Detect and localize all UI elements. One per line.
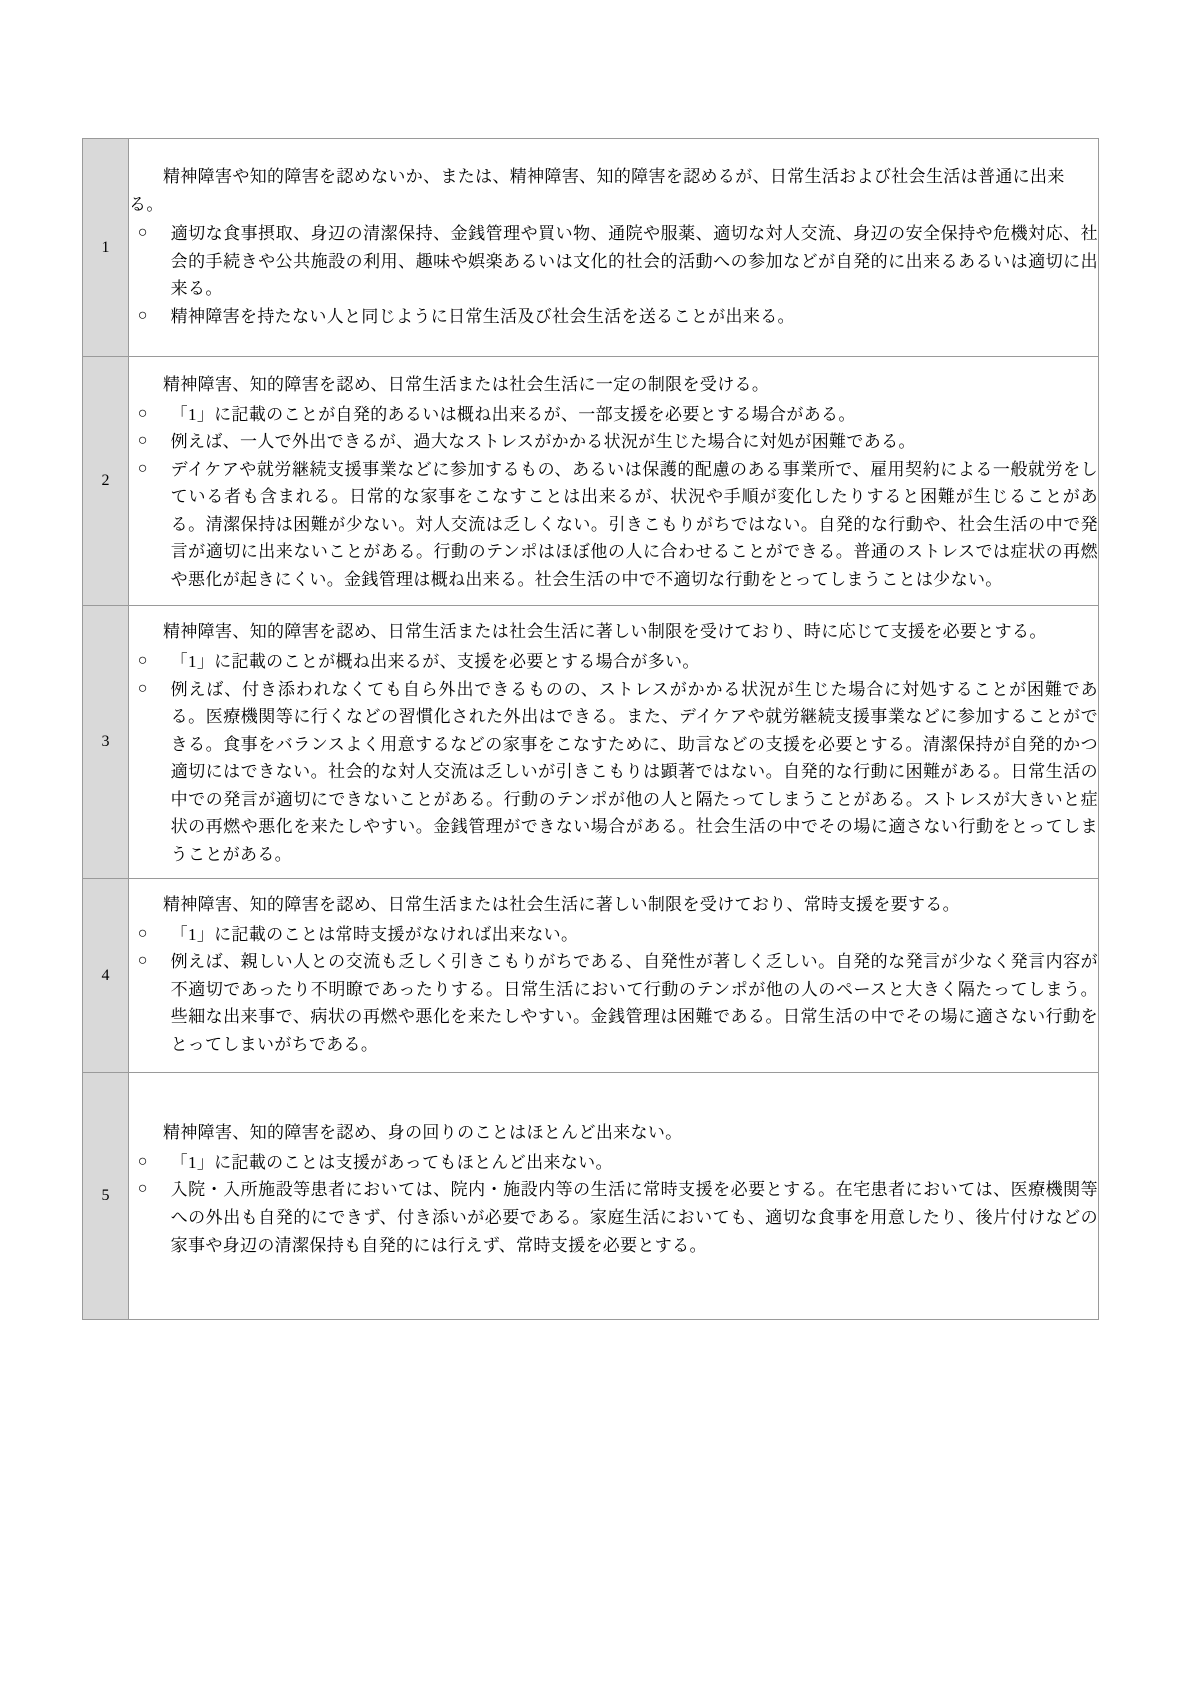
level-cell: 2: [83, 357, 129, 606]
list-item-text: デイケアや就労継続支援事業などに参加するもの、あるいは保護的配慮のある事業所で、雇用契約による一般就労をしている者も含まれる。日常的な家事をこなすことは出来るが、状況や手順が変化したりすると困難が生じることがある。清潔保持は困難が少ない。対人交流は乏しくない。引きこもりがちではない。自発的な行動や、社会生活の中で発言が適切に出来ないことがある。行動のテンポはほぼ他の人に合わせることができる。普通のストレスでは症状の再燃や悪化が起きにくい。金銭管理は概ね出来る。社会生活の中で不適切な行動をとってしまうことは少ない。: [170, 459, 1098, 589]
list-item: [129, 921, 1098, 949]
circle-bullet-icon: ○: [137, 679, 148, 697]
table-row: [83, 606, 1099, 879]
circle-bullet-icon: ○: [137, 651, 148, 669]
list-item-text: 例えば、付き添われなくても自ら外出できるものの、ストレスがかかる状況が生じた場合に対処することが困難である。医療機関等に行くなどの習慣化された外出はできる。また、デイケアや就労継続支援事業などに参加することができる。食事をバランスよく用意するなどの家事をこなすために、助言などの支援を必要とする。清潔保持が自発的かつ適切にはできない。社会的な対人交流は乏しいが引きこもりは顕著ではない。自発的な行動に困難がある。日常生活の中での発言が適切にできないことがある。行動のテンポが他の人と隔たってしまうことがある。ストレスが大きいと症状の再燃や悪化を来たしやすい。金銭管理ができない場合がある。社会生活の中でその場に適さない行動をとってしまうことがある。: [170, 679, 1098, 864]
criteria-lead-text: 精神障害、知的障害を認め、身の回りのことはほとんど出来ない。: [163, 1123, 683, 1143]
table-body: [83, 139, 1099, 1320]
criteria-lead-text: 精神障害、知的障害を認め、日常生活または社会生活に著しい制限を受けており、時に応じて支援を必要とする。: [163, 622, 1047, 642]
list-item: [129, 676, 1098, 869]
list-item: [129, 1176, 1098, 1259]
table-row: [83, 139, 1099, 357]
circle-bullet-icon: ○: [137, 306, 148, 324]
list-item: [129, 948, 1098, 1058]
circle-bullet-icon: ○: [137, 432, 148, 450]
level-cell: 3: [83, 606, 129, 879]
list-item: [129, 303, 1098, 331]
circle-bullet-icon: ○: [137, 459, 148, 477]
criteria-cell: [129, 879, 1099, 1073]
criteria-bullet-list: [129, 220, 1098, 330]
list-item: [129, 428, 1098, 456]
list-item: [129, 220, 1098, 303]
criteria-lead-text: 精神障害や知的障害を認めないか、または、精神障害、知的障害を認めるが、日常生活および社会生活は普通に出来る。: [129, 167, 1065, 214]
criteria-bullet-list: [129, 401, 1098, 594]
list-item-text: 例えば、一人で外出できるが、過大なストレスがかかる状況が生じた場合に対処が困難である。: [170, 432, 916, 452]
criteria-cell: [129, 139, 1099, 357]
circle-bullet-icon: ○: [137, 924, 148, 942]
level-cell: 4: [83, 879, 129, 1073]
list-item: [129, 456, 1098, 594]
list-item-text: 「1」に記載のことは支援があってもほとんど出来ない。: [170, 1152, 613, 1172]
circle-bullet-icon: ○: [137, 1180, 148, 1198]
disability-criteria-table: [82, 138, 1099, 1320]
level-cell: 1: [83, 139, 129, 357]
table-row: [83, 879, 1099, 1073]
criteria-bullet-list: [129, 921, 1098, 1059]
list-item-text: 精神障害を持たない人と同じように日常生活及び社会生活を送ることが出来る。: [170, 306, 795, 326]
table-row: [83, 1073, 1099, 1320]
list-item-text: 「1」に記載のことは常時支援がなければ出来ない。: [170, 924, 579, 944]
criteria-cell: [129, 357, 1099, 606]
list-item-text: 「1」に記載のことが概ね出来るが、支援を必要とする場合が多い。: [170, 651, 700, 671]
list-item: [129, 1149, 1098, 1177]
list-item: [129, 648, 1098, 676]
criteria-bullet-list: [129, 1149, 1098, 1259]
criteria-cell: [129, 606, 1099, 879]
criteria-lead-text: 精神障害、知的障害を認め、日常生活または社会生活に一定の制限を受ける。: [163, 375, 770, 395]
criteria-cell: [129, 1073, 1099, 1320]
circle-bullet-icon: ○: [137, 1152, 148, 1170]
criteria-lead-text: 精神障害、知的障害を認め、日常生活または社会生活に著しい制限を受けており、常時支援を要する。: [163, 895, 960, 915]
circle-bullet-icon: ○: [137, 224, 148, 242]
circle-bullet-icon: ○: [137, 952, 148, 970]
criteria-bullet-list: [129, 648, 1098, 868]
level-cell: 5: [83, 1073, 129, 1320]
list-item: [129, 401, 1098, 429]
list-item-text: 入院・入所施設等患者においては、院内・施設内等の生活に常時支援を必要とする。在宅患者においては、医療機関等への外出も自発的にできず、付き添いが必要である。家庭生活においても、適切な食事を用意したり、後片付けなどの家事や身辺の清潔保持も自発的には行えず、常時支援を必要とする。: [170, 1180, 1098, 1255]
list-item-text: 例えば、親しい人との交流も乏しく引きこもりがちである、自発性が著しく乏しい。自発的な発言が少なく発言内容が不適切であったり不明瞭であったりする。日常生活において行動のテンポが他の人のペースと大きく隔たってしまう。些細な出来事で、病状の再燃や悪化を来たしやすい。金銭管理は困難である。日常生活の中でその場に適さない行動をとってしまいがちである。: [170, 952, 1098, 1054]
list-item-text: 「1」に記載のことが自発的あるいは概ね出来るが、一部支援を必要とする場合がある。: [170, 404, 856, 424]
list-item-text: 適切な食事摂取、身辺の清潔保持、金銭管理や買い物、通院や服薬、適切な対人交流、身辺の安全保持や危機対応、社会的手続きや公共施設の利用、趣味や娯楽あるいは文化的社会的活動への参加などが自発的に出来るあるいは適切に出来る。: [170, 224, 1098, 299]
table-row: [83, 357, 1099, 606]
circle-bullet-icon: ○: [137, 404, 148, 422]
